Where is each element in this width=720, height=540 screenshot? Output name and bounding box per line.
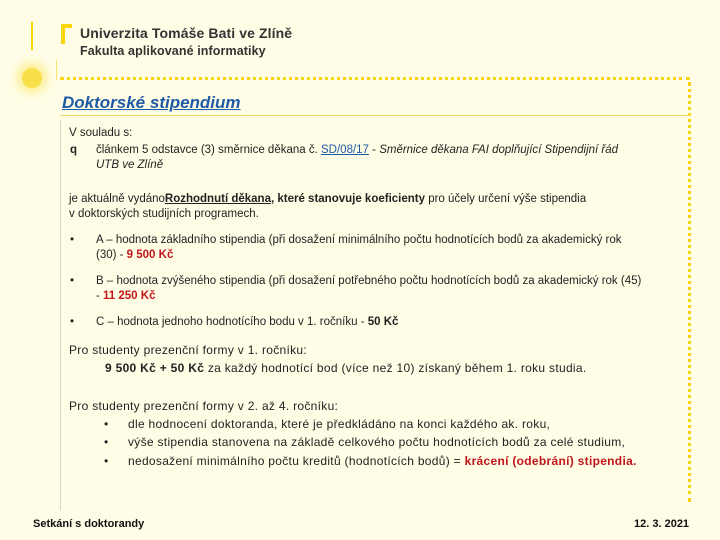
university-logo xyxy=(59,24,73,44)
later-item-1: dle hodnocení doktoranda, které je předkládáno na konci každého ak. roku, xyxy=(128,417,551,431)
decision-paragraph xyxy=(69,192,679,207)
reference-bullet: q xyxy=(70,144,78,156)
intro-text: V souladu s: xyxy=(69,127,133,139)
item-a-value: 9 500 Kč xyxy=(126,249,174,261)
left-accent-line-2 xyxy=(56,60,57,80)
item-c-bullet: • xyxy=(70,316,75,328)
faculty-name: Fakulta aplikované informatiky xyxy=(80,44,266,58)
university-name: Univerzita Tomáše Bati ve Zlíně xyxy=(80,25,293,41)
left-accent-line xyxy=(31,22,33,50)
para-prefix: je aktuálně vydáno xyxy=(69,193,165,205)
later-bullet-1: • xyxy=(104,417,109,431)
reference-text xyxy=(96,143,686,158)
item-a-line1: A – hodnota základního stipendia (při dosažení minimálního počtu hodnotících bodů za akademický rok xyxy=(96,234,622,246)
footer-title: Setkání s doktorandy xyxy=(33,518,145,530)
directive-title-1: Směrnice děkana FAI doplňující Stipendijní řád xyxy=(379,144,619,156)
item-c-value: 50 Kč xyxy=(367,316,399,328)
first-year-rest: za každý hodnotící bod (více než 10) získaný během 1. roku studia. xyxy=(204,361,587,375)
decision-paragraph-line2: v doktorských studijních programech. xyxy=(69,208,259,220)
later-years-heading: Pro studenty prezenční formy v 2. až 4. ročníku: xyxy=(69,399,339,413)
first-year-formula: 9 500 Kč + 50 Kč xyxy=(105,361,205,375)
accent-circle xyxy=(22,68,42,88)
later-item-2: výše stipendia stanovena na základě celkového počtu hodnotících bodů za celé studium, xyxy=(128,435,626,449)
top-dotted-divider xyxy=(60,77,690,80)
para-bold: , které stanovuje koeficienty xyxy=(270,193,426,205)
content-frame-left xyxy=(60,120,61,510)
footer-date: 12. 3. 2021 xyxy=(634,518,690,530)
reference-prefix: článkem 5 odstavce (3) směrnice děkana č. xyxy=(96,144,321,156)
decision-link[interactable]: Rozhodnutí děkana xyxy=(164,193,271,205)
item-b-bullet: • xyxy=(70,275,75,287)
item-a-line2 xyxy=(96,248,173,263)
later-bullet-2: • xyxy=(104,435,109,449)
item-c-line xyxy=(96,315,398,330)
item-b-line2 xyxy=(96,289,155,304)
right-dotted-border xyxy=(688,82,691,502)
item-b-prefix: - xyxy=(96,290,104,302)
item-b-line1: B – hodnota zvýšeného stipendia (při dosažení potřebného počtu hodnotících bodů za akademický rok (45) xyxy=(96,275,642,287)
utb-logo-mark xyxy=(59,24,73,44)
reference-sep: - xyxy=(368,144,380,156)
directive-link[interactable]: SD/08/17 xyxy=(321,144,369,156)
directive-title-2: UTB ve Zlíně xyxy=(96,159,164,171)
first-year-heading: Pro studenty prezenční formy v 1. ročníku: xyxy=(69,343,308,357)
title-underline-accent xyxy=(60,115,690,116)
item-b-value: 11 250 Kč xyxy=(103,290,156,302)
para-rest: pro účely určení výše stipendia xyxy=(425,193,587,205)
stipend-reduction: krácení (odebrání) stipendia. xyxy=(464,454,637,468)
item-a-prefix: (30) - xyxy=(96,249,127,261)
later-item-3-prefix: nedosažení minimálního počtu kreditů (hodnotících bodů) = xyxy=(128,454,465,468)
slide-title: Doktorské stipendium xyxy=(62,93,241,112)
first-year-formula-line xyxy=(105,360,587,377)
item-c-text: C – hodnota jednoho hodnotícího bodu v 1. ročníku - xyxy=(96,316,368,328)
later-item-3 xyxy=(128,453,637,470)
item-a-bullet: • xyxy=(70,234,75,246)
later-bullet-3: • xyxy=(104,454,109,468)
